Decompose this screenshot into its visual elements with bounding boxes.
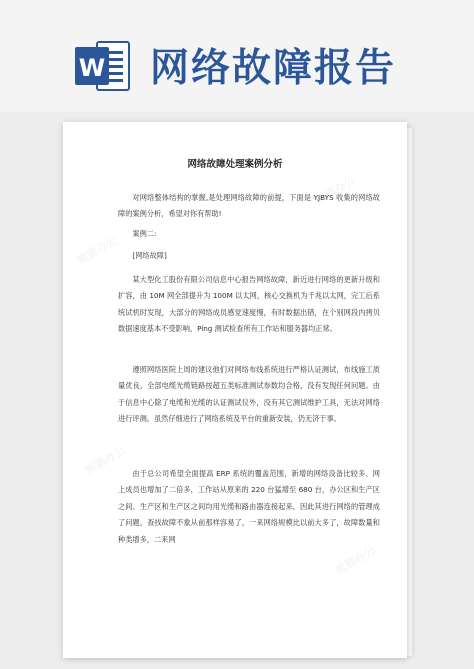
watermark: 熊猫办公 <box>82 443 128 478</box>
word-logo-icon <box>73 38 131 94</box>
banner-title: 网络故障报告 <box>150 46 397 91</box>
watermark: 熊猫办公 <box>74 233 120 268</box>
watermark: 熊猫办公 <box>332 543 378 578</box>
paragraph-2: 遵照网络医院上周的建议他们对网络布线系统进行严格认证测试，布线施工质量优良，全部电缆光缆链路按超五类标准测试参数均合格，没有发现任何问题。由于信息中心除了电缆和光缆的认证测试仪外，没有其它测试维护工具，无法对网络进行评测。虽然仔细进行了网络系统及平台的重新安装，仍无济于事。 <box>118 365 380 424</box>
case-label: 案例二: <box>132 229 157 238</box>
word-logo-letter: W <box>78 54 106 82</box>
paragraph-1: 某大型化工股份有限公司信息中心报告网络故障，新近进行网络的更新升级和扩容，由 10M 网全部提升为 100M 以太网，核心交换机为千兆以太网，完工后系统试机时发现，大部分的网络成员感觉速度慢，有时数据出错，在个别网段内拷贝数据速度基本不受影响，Ping 测试检查所有工作站和服务器均正常。 <box>118 275 380 334</box>
document-page <box>63 122 407 658</box>
document-title: 网络故障处理案例分析 <box>187 159 283 170</box>
watermark: 熊猫办公 <box>312 173 358 208</box>
paragraph-3: 由于总公司希望全面提高 ERP 系统的覆盖范围，新增的网络设备比较多、网上成员也增加了二倍多，工作站从原来的 220 台猛增至 680 台，办公区和生产区之间、生产区和生产区之间均用光缆和路由器连接起来，因此其进行网络的管理成了问题，查找故障不象从前那样容易了，一来网络规模比以前大多了，故障数量和种类增多，二来网 <box>118 469 380 544</box>
section-label: [网络故障] <box>132 251 167 260</box>
banner <box>0 0 474 112</box>
intro-paragraph: 对网络整体结构的掌握,是处理网络故障的前提，下面是 YJBYS 收集的网络故障的案例分析，希望对你有帮助! <box>118 193 380 219</box>
